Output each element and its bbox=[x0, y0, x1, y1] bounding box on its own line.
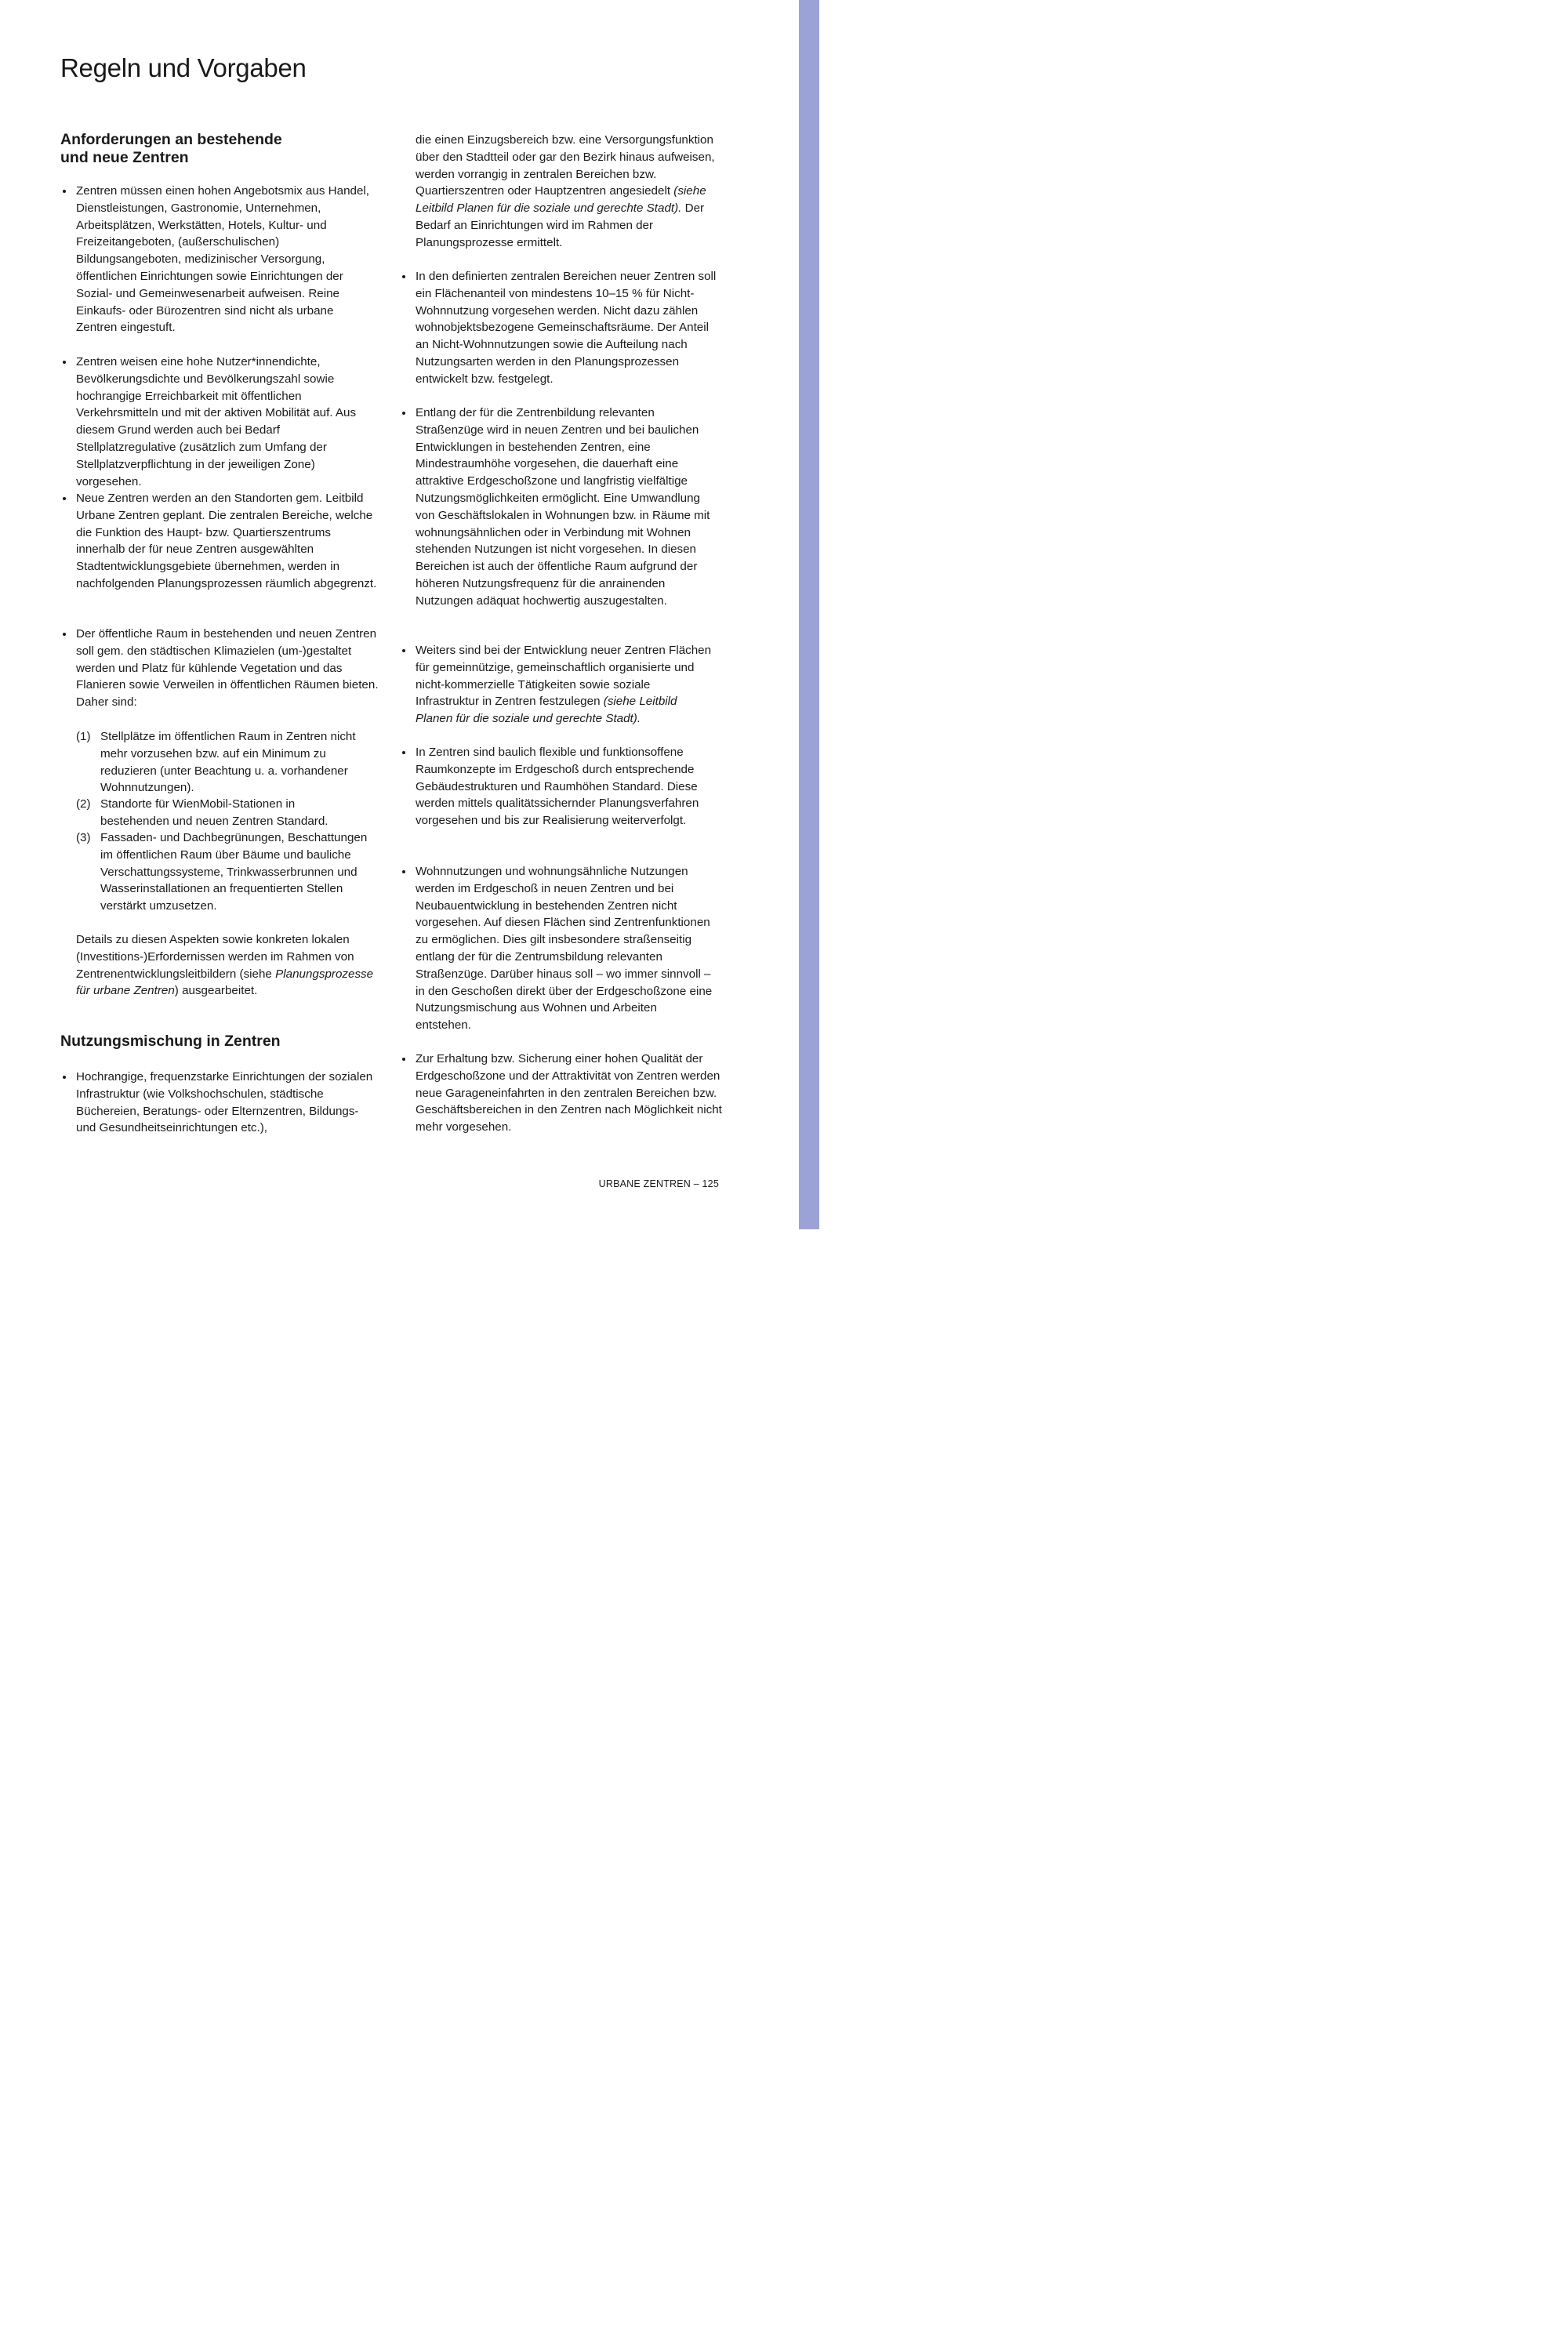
bullet3-italic-ref: (siehe Leitbild Planen für die soziale und gerechte Stadt). bbox=[416, 695, 677, 726]
bullet-nutzerdichte: Zentren weisen eine hohe Nutzer*innendichte, Bevölkerungsdichte und Bevölkerungszahl sowie hochrangige Erreichbarkeit mit öffentlichen Verkehrsmitteln und mit der aktiven Mobilität auf. Aus diesem Grund werden auch bei Bedarf Stellplatzregulative (zusätzlich zum Umfang der Stellplatzverpflichtung in der jeweiligen Zone) vorgesehen. bbox=[60, 354, 380, 490]
bullet-soziale-infrastruktur: Hochrangige, frequenzstarke Einrichtungen der sozialen Infrastruktur (wie Volkshochschulen, städtische Büchereien, Beratungs- oder Elternzentren, Bildungs- und Gesundheitseinrichtungen etc.), bbox=[60, 1069, 379, 1137]
enum-text: Fassaden- und Dachbegrünungen, Beschattungen im öffentlichen Raum über Bäume und bauliche Verschattungssysteme, Trinkwasserbrunnen und Wasserinstallationen an frequentierten Stellen verstärkt umzusetzen. bbox=[100, 831, 368, 913]
continuation-paragraph: die einen Einzugsbereich bzw. eine Versorgungsfunktion über den Stadtteil oder gar den Bezirk hinaus aufweisen, werden vorrangig in zentralen Bereichen bzw. Quartierszentren oder Hauptzentren angesiedelt (siehe Leitbild Planen für die soziale und gerechte Stadt). Der Bedarf an Einrichtungen wird im Rahmen der Planungsprozesse ermittelt. bbox=[416, 133, 715, 249]
enum-number: (2) bbox=[76, 797, 91, 811]
enum-item-2 bbox=[76, 796, 385, 830]
enum-item-3 bbox=[76, 829, 385, 915]
page-footer: URBANE ZENTREN – 125 bbox=[598, 1178, 719, 1189]
section-heading-nutzungsmischung: Nutzungsmischung in Zentren bbox=[60, 1033, 281, 1050]
bullet-gemeinnuetzige-flaechen: Weiters sind bei der Entwicklung neuer Zentren Flächen für gemeinnützige, gemeinschaftlich organisierte und nicht-kommerzielle Tätigkeiten sowie soziale Infrastruktur in Zentren festzulegen (siehe Leitbild Planen für die soziale und gerechte Stadt). bbox=[400, 642, 713, 728]
details-paragraph: Details zu diesen Aspekten sowie konkreten lokalen (Investitions-)Erfordernissen werden im Rahmen von Zentrenentwicklungsleitbildern (siehe Planungsprozesse für urbane Zentren) ausgearbeitet. bbox=[76, 933, 374, 998]
heading-line-2: und neue Zentren bbox=[60, 148, 189, 166]
section-heading-anforderungen bbox=[60, 131, 383, 166]
enum-number: (3) bbox=[76, 831, 91, 844]
page-title: Regeln und Vorgaben bbox=[60, 53, 307, 82]
enum-text: Standorte für WienMobil-Stationen in bestehenden und neuen Zentren Standard. bbox=[100, 797, 328, 828]
bullet-raumkonzepte: In Zentren sind baulich flexible und funktionsoffene Raumkonzepte im Erdgeschoß durch entsprechende Gebäudestrukturen und Raumhöhen Standard. Diese werden mittels qualitätssichernder Planungsverfahren vorgesehen und bis zur Realisierung weiterverfolgt. bbox=[400, 744, 713, 829]
bullet-mindestraumhoehe: Entlang der für die Zentrenbildung relevanten Straßenzüge wird in neuen Zentren und bei baulichen Entwicklungen in bestehenden Zentren, eine Mindestraumhöhe vorgesehen, die dauerhaft eine attraktive Erdgeschoßzone und langfristig vielfältige Nutzungsmöglichkeiten ermöglicht. Eine Umwandlung von Geschäftslokalen in Wohnungen bzw. in Räume mit wohnungsähnlichen oder in Verbindung mit Wohnen stehenden Nutzungen ist nicht vorgesehen. In diesen Bereichen ist auch der öffentliche Raum aufgrund der höheren Nutzungsfrequenz für die anrainenden Nutzungen adäquat hochwertig auszugestalten. bbox=[400, 405, 720, 610]
enum-text: Stellplätze im öffentlichen Raum in Zentren nicht mehr vorzusehen bzw. auf ein Minimum zu reduzieren (unter Beachtung u. a. vorhandener Wohnnutzungen). bbox=[100, 730, 356, 795]
bullet-neue-zentren: Neue Zentren werden an den Standorten gem. Leitbild Urbane Zentren geplant. Die zentralen Bereiche, welche die Funktion des Haupt- bzw. Quartierszentrums innerhalb der für neue Zentren ausgewählten Stadtentwicklungsgebiete übernehmen, werden in nachfolgenden Planungsprozessen räumlich abgegrenzt. bbox=[60, 490, 378, 593]
details-italic-ref: Planungsprozesse für urbane Zentren bbox=[76, 967, 374, 998]
bullet-angebotsmix: Zentren müssen einen hohen Angebotsmix aus Handel, Dienstleistungen, Gastronomie, Unternehmen, Arbeitsplätzen, Werkstätten, Hotels, Kultur- und Freizeitangeboten, (außerschulischen) Bildungsangeboten, medizinischer Versorgung, öffentlichen Einrichtungen sowie Einrichtungen der Sozial- und Gemeinwesenarbeit aufweisen. Reine Einkaufs- oder Bürozentren sind nicht als urbane Zentren eingestuft. bbox=[60, 183, 372, 336]
bullet-flaechenanteil: In den definierten zentralen Bereichen neuer Zentren soll ein Flächenanteil von mindestens 10–15 % für Nicht-Wohnnutzung vorgesehen werden. Nicht dazu zählen wohnobjektsbezogene Gemeinschaftsräume. Der Anteil an Nicht-Wohnnutzungen sowie die Aufteilung nach Nutzungsarten werden in den Planungsprozessen entwickelt bzw. festgelegt. bbox=[400, 268, 721, 388]
bullet-oeffentlicher-raum: Der öffentliche Raum in bestehenden und neuen Zentren soll gem. den städtischen Klimazielen (um-)gestaltet werden und Platz für kühlende Vegetation und das Flanieren sowie Verweilen in öffentlichen Räumen bieten. Daher sind: bbox=[60, 626, 380, 711]
continuation-italic-ref: (siehe Leitbild Planen für die soziale und gerechte Stadt). bbox=[416, 184, 706, 216]
enum-item-1 bbox=[76, 728, 385, 797]
heading-line-1: Anforderungen an bestehende bbox=[60, 131, 282, 148]
side-color-band bbox=[799, 0, 819, 1229]
bullet-wohnnutzungen: Wohnnutzungen und wohnungsähnliche Nutzungen werden im Erdgeschoß in neuen Zentren und bei Neubauentwicklung in bestehenden Zentren nicht vorgesehen. Auf diesen Flächen sind Zentrenfunktionen zu ermöglichen. Dies gilt insbesondere straßenseitig entlang der für die Zentrumsbildung relevanten Straßenzüge. Darüber hinaus soll – wo immer sinnvoll – in den Geschoßen direkt über der Erdgeschoßzone eine Nutzungsmischung aus Wohnen und Arbeiten entstehen. bbox=[400, 863, 713, 1034]
enum-number: (1) bbox=[76, 730, 91, 743]
bullet-garageneinfahrten: Zur Erhaltung bzw. Sicherung einer hohen Qualität der Erdgeschoßzone und der Attraktivität von Zentren werden neue Garageneinfahrten in den zentralen Bereichen bzw. Geschäftsbereichen in den Zentren nach Möglichkeit nicht mehr vorgesehen. bbox=[400, 1051, 723, 1136]
